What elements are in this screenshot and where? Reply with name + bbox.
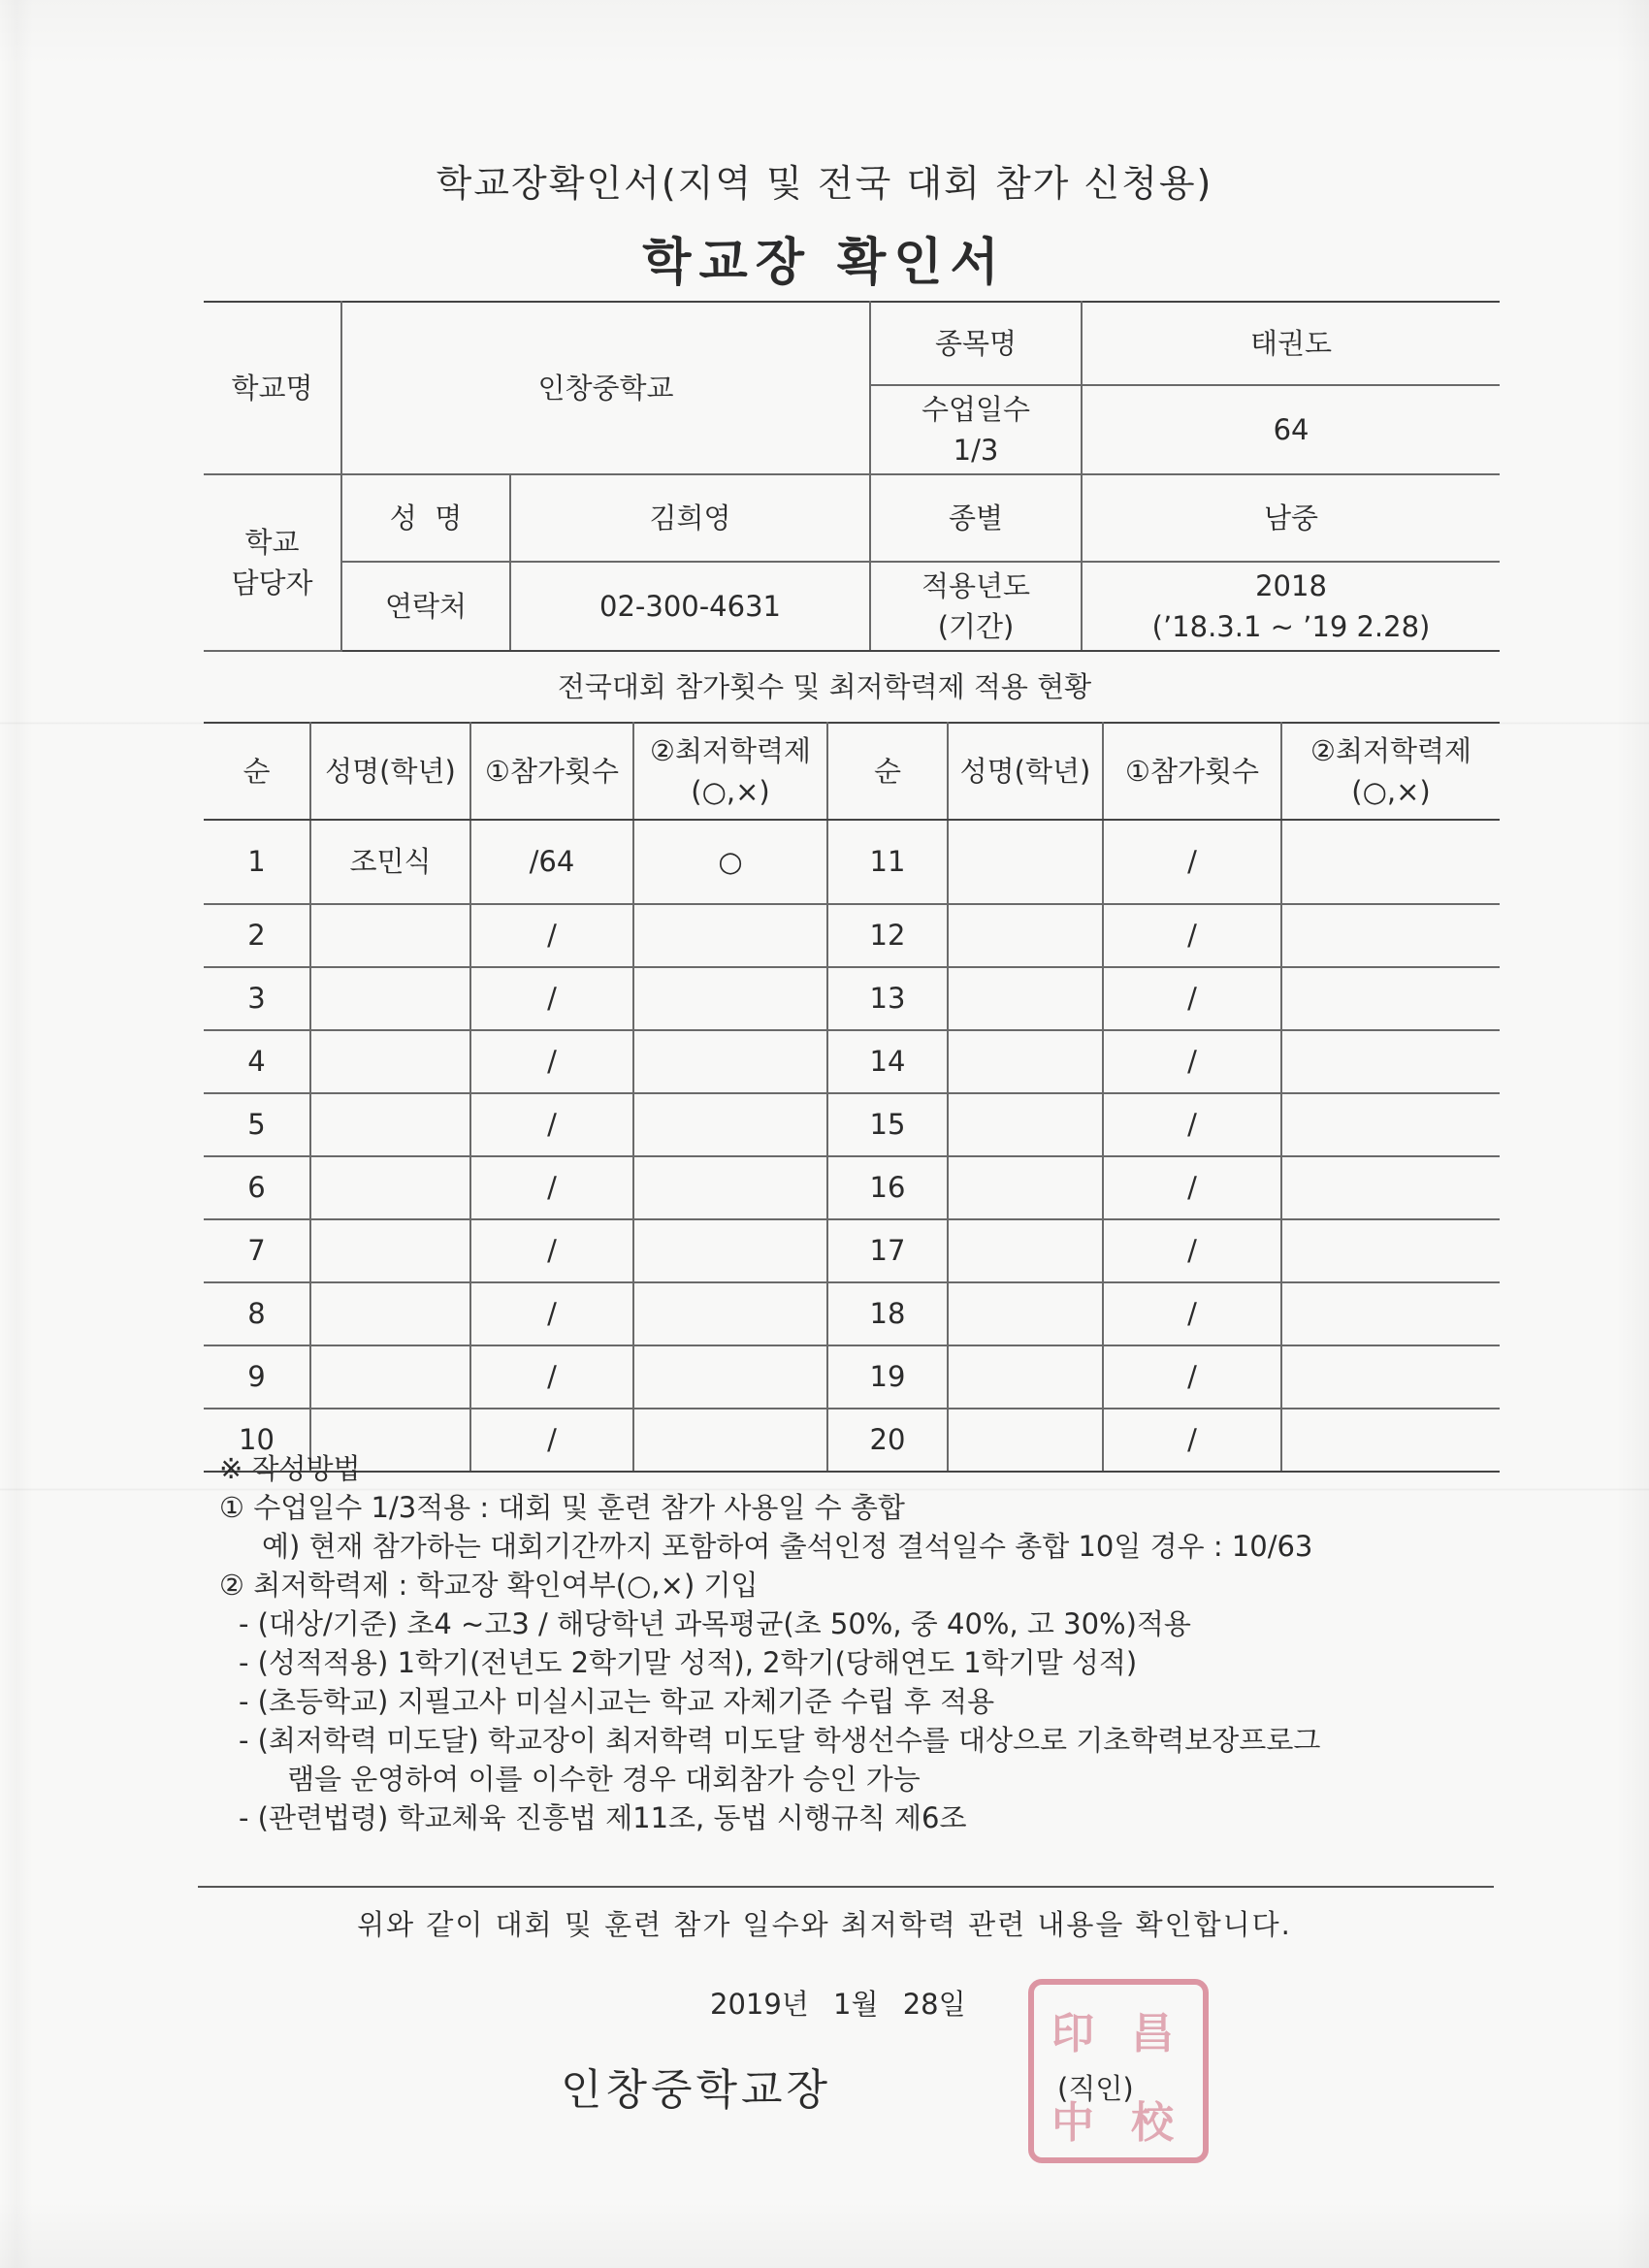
manager-name-value: 김희영 [510,474,870,562]
row-number: 13 [827,967,948,1030]
participation-count: / [1103,1156,1281,1219]
school-name-label: 학교명 [204,302,341,474]
participation-count: / [470,1282,633,1345]
school-info-table [204,301,1500,652]
row-number: 4 [204,1030,310,1093]
row-number: 19 [827,1345,948,1409]
applicable-year-value-line2: (’18.3.1 ~ ’19 2.28) [1151,610,1431,643]
document-title: 학교장 확인서 [642,234,1007,292]
row-number: 15 [827,1093,948,1156]
attendance-table [204,722,1500,1473]
row-number: 16 [827,1156,948,1219]
header-min-academic [1281,723,1500,820]
applicable-year-label-line1: 적용년도 [921,568,1031,602]
min-academic-check [633,1156,827,1219]
issue-date: 2019년 1월 28일 [710,1988,966,2021]
participation-count: / [1103,1093,1281,1156]
instruction-example: 예) 현재 참가하는 대회기간까지 포함하여 출석인정 결석일수 총합 10일 경우 : 10/63 [262,1530,1313,1563]
class-days-label-line2: 1/3 [953,434,999,467]
min-academic-check [1281,967,1500,1030]
table-row [204,1345,1500,1409]
student-name: 조민식 [310,820,470,904]
min-academic-check [633,904,827,967]
participation-count: / [470,1030,633,1093]
header-min-academic-line2: (○,×) [691,775,770,808]
header-no: 순 [827,723,948,820]
category-label: 종별 [870,474,1082,562]
instruction-subitem-continued: 램을 운영하여 이를 이수한 경우 대회참가 승인 가능 [287,1763,921,1796]
table-row [204,1156,1500,1219]
participation-count: / [470,1093,633,1156]
applicable-year-label-line2: (기간) [937,610,1015,643]
min-academic-check [633,1219,827,1282]
min-academic-check [1281,904,1500,967]
min-academic-check [1281,1282,1500,1345]
table-row [204,967,1500,1030]
header-min-academic-line2: (○,×) [1351,775,1431,808]
divider [198,1886,1494,1888]
min-academic-check [633,1093,827,1156]
row-number: 17 [827,1219,948,1282]
table-row [204,1282,1500,1345]
row-number: 1 [204,820,310,904]
row-number: 9 [204,1345,310,1409]
applicable-year-value-line1: 2018 [1255,568,1327,602]
table-row [204,1219,1500,1282]
table-row [204,820,1500,904]
header-count: ①참가횟수 [470,723,633,820]
student-name [948,820,1103,904]
min-academic-check [1281,1156,1500,1219]
student-name [948,1093,1103,1156]
sport-value: 태권도 [1082,302,1500,385]
min-academic-check [1281,1219,1500,1282]
seal-label: (직인) [1057,2072,1134,2105]
instruction-item: ② 최저학력제 : 학교장 확인여부(○,×) 기입 [219,1569,759,1602]
manager-label-line1: 학교 [244,525,300,559]
student-name [948,1282,1103,1345]
header-name: 성명(학년) [310,723,470,820]
row-number: 20 [827,1409,948,1472]
participation-count: / [470,1345,633,1409]
participation-count: / [1103,904,1281,967]
row-number: 7 [204,1219,310,1282]
contact-value: 02-300-4631 [510,562,870,651]
instruction-subitem: - (초등학교) 지필고사 미실시교는 학교 자체기준 수립 후 적용 [239,1685,995,1718]
instruction-subitem: - (대상/기준) 초4 ~고3 / 해당학년 과목평균(초 50%, 중 40%, 고 30%)적용 [239,1607,1191,1640]
row-number: 11 [827,820,948,904]
category-value: 남중 [1082,474,1500,562]
header-no: 순 [204,723,310,820]
student-name [310,1030,470,1093]
student-name [310,904,470,967]
participation-count: / [470,1219,633,1282]
student-name [948,904,1103,967]
row-number: 8 [204,1282,310,1345]
manager-label-line2: 담당자 [231,567,313,599]
instruction-item: ① 수업일수 1/3적용 : 대회 및 훈련 참가 사용일 수 총합 [219,1491,905,1524]
min-academic-check [1281,1093,1500,1156]
principal-title: 인창중학교장 [561,2065,832,2115]
student-name [948,967,1103,1030]
document-subtitle: 학교장확인서(지역 및 전국 대회 참가 신청용) [436,162,1213,205]
table-row [204,904,1500,967]
class-days-value: 64 [1082,385,1500,474]
student-name [310,1219,470,1282]
student-name [310,1093,470,1156]
row-number: 10 [204,1409,310,1472]
participation-count: / [1103,1219,1281,1282]
min-academic-check [633,1345,827,1409]
applicable-year-label [870,562,1082,651]
participation-count: / [1103,967,1281,1030]
participation-count: / [1103,820,1281,904]
participation-count: / [1103,1030,1281,1093]
row-number: 5 [204,1093,310,1156]
official-seal-stamp: 印 昌 中 校 [1028,1979,1209,2163]
student-name [310,967,470,1030]
student-name [948,1345,1103,1409]
header-min-academic-line1: ②최저학력제 [1310,733,1472,767]
row-number: 6 [204,1156,310,1219]
min-academic-check [633,967,827,1030]
header-min-academic [633,723,827,820]
student-name [310,1156,470,1219]
participation-count: / [470,1156,633,1219]
participation-count: / [470,967,633,1030]
student-name [310,1282,470,1345]
student-name [948,1156,1103,1219]
manager-label [204,474,341,651]
header-name: 성명(학년) [948,723,1103,820]
school-name-value: 인창중학교 [341,302,870,474]
row-number: 3 [204,967,310,1030]
min-academic-check [1281,1030,1500,1093]
row-number: 2 [204,904,310,967]
class-days-label-line1: 수업일수 [921,392,1031,426]
participation-count: / [1103,1282,1281,1345]
sport-label: 종목명 [870,302,1082,385]
participation-count: /64 [470,820,633,904]
class-days-label [870,385,1082,474]
header-min-academic-line1: ②최저학력제 [649,733,812,767]
student-name [948,1030,1103,1093]
table-row [204,1030,1500,1093]
student-name [310,1345,470,1409]
min-academic-check [633,1282,827,1345]
min-academic-check: ○ [633,820,827,904]
instructions-heading: ※ 작성방법 [219,1452,361,1485]
instruction-subitem: - (관련법령) 학교체육 진흥법 제11조, 동법 시행규칙 제6조 [239,1801,967,1834]
manager-name-label: 성 명 [341,474,510,562]
applicable-year-value [1082,562,1500,651]
participation-count: / [470,1409,633,1472]
student-name [948,1219,1103,1282]
instruction-subitem: - (최저학력 미도달) 학교장이 최저학력 미도달 학생선수를 대상으로 기초학력보장프로그 [239,1724,1321,1757]
participation-count: / [470,904,633,967]
min-academic-check [1281,820,1500,904]
table-row [204,1093,1500,1156]
min-academic-check [1281,1345,1500,1409]
row-number: 12 [827,904,948,967]
participation-count: / [1103,1345,1281,1409]
attendance-header-row [204,723,1500,820]
instruction-subitem: - (성적적용) 1학기(전년도 2학기말 성적), 2학기(당해연도 1학기말 성적) [239,1646,1138,1679]
writing-instructions [219,1449,1500,1837]
contact-label: 연락처 [341,562,510,651]
row-number: 18 [827,1282,948,1345]
header-count: ①참가횟수 [1103,723,1281,820]
row-number: 14 [827,1030,948,1093]
participation-count: / [1103,1409,1281,1472]
attendance-section-title: 전국대회 참가횟수 및 최저학력제 적용 현황 [557,670,1092,703]
confirmation-statement: 위와 같이 대회 및 훈련 참가 일수와 최저학력 관련 내용을 확인합니다. [357,1908,1292,1941]
min-academic-check [633,1030,827,1093]
